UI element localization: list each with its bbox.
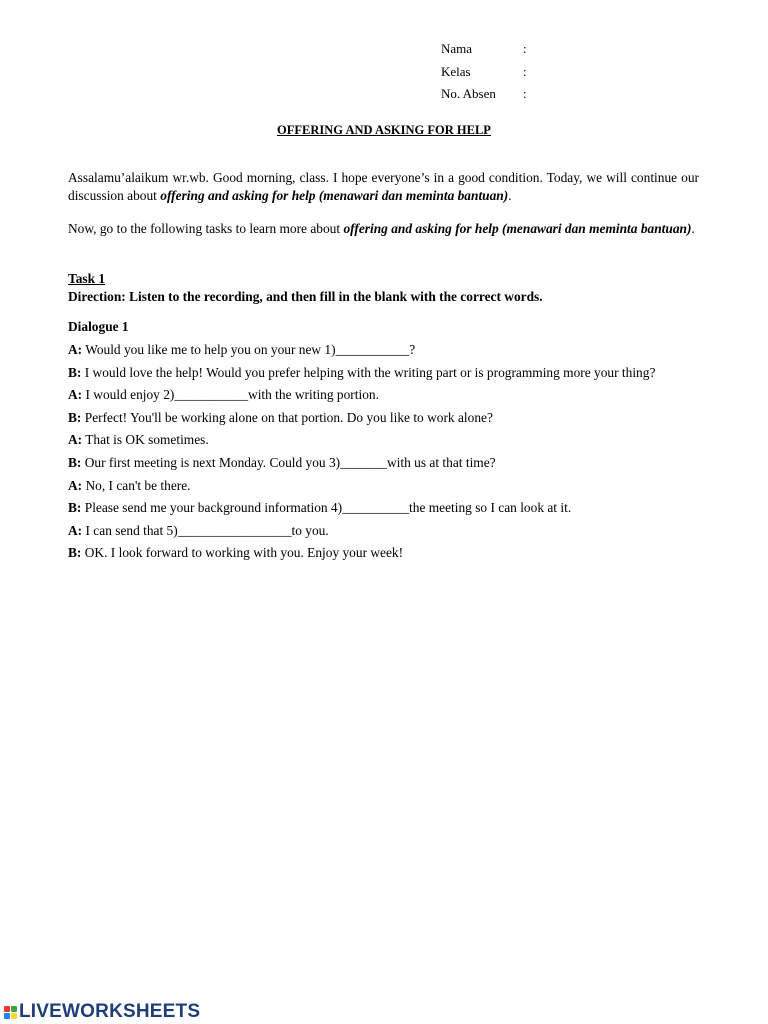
dialogue-line (68, 452, 699, 475)
intro-p2-emphasis: offering and asking for help (menawari dan meminta bantuan) (343, 221, 692, 236)
identity-row-class (441, 61, 527, 84)
identity-row-number (441, 83, 527, 106)
line-text: I would enjoy 2)___________with the writing portion. (85, 387, 379, 403)
speaker-label: A: (68, 432, 83, 448)
line-text: Please send me your background information 4)__________the meeting so I can look at it. (84, 500, 572, 516)
intro-paragraph-2 (68, 220, 699, 238)
dialogue-line (68, 542, 699, 565)
speaker-label: B: (68, 545, 82, 561)
liveworksheets-logo-icon (4, 1006, 17, 1019)
name-label: Nama (441, 41, 473, 56)
line-text: I would love the help! Would you prefer helping with the writing part or is programming more your thing? (84, 364, 656, 380)
dialogue-line (68, 429, 699, 452)
speaker-label: B: (68, 364, 82, 380)
worksheet-title: OFFERING AND ASKING FOR HELP (277, 123, 491, 137)
intro-p1-emphasis: offering and asking for help (menawari dan meminta bantuan) (160, 188, 509, 203)
line-text: OK. I look forward to working with you. Enjoy your week! (84, 545, 404, 561)
dialogue-line (68, 520, 699, 543)
dialogue-line (68, 497, 699, 520)
line-text: I can send that 5)_________________to you. (85, 522, 329, 538)
speaker-label: A: (68, 342, 83, 357)
intro-p1-end: . (508, 188, 512, 203)
logo-square-icon (11, 1013, 17, 1019)
liveworksheets-footer[interactable] (4, 1001, 200, 1023)
line-text: No, I can't be there. (85, 477, 191, 493)
line-text: Would you like me to help you on your new 1)___________? (85, 342, 416, 357)
intro-p2-end: . (691, 221, 695, 236)
speaker-label: B: (68, 500, 82, 516)
dialogue-line (68, 384, 699, 407)
class-label: Kelas (441, 63, 471, 79)
speaker-label: A: (68, 477, 83, 493)
dialogue-line (68, 407, 699, 430)
intro-p2-text: Now, go to the following tasks to learn more about (68, 221, 344, 236)
intro-paragraph-1 (68, 169, 699, 205)
dialogue-lines (68, 339, 699, 565)
dialogue-line (68, 362, 699, 385)
task-direction: Direction: Listen to the recording, and then fill in the blank with the correct words. (68, 289, 543, 304)
class-separator: : (523, 63, 527, 79)
dialogue-line (68, 339, 699, 362)
number-label: No. Absen (441, 86, 496, 101)
speaker-label: A: (68, 387, 83, 403)
speaker-label: B: (68, 454, 82, 470)
liveworksheets-brand: LIVEWORKSHEETS (19, 1001, 201, 1022)
dialogue-line (68, 475, 699, 498)
intro-p1-text: Assalamu’alaikum wr.wb. Good morning, class. I hope everyone’s in a good condition. Today, we will continue our discussion about (68, 170, 699, 203)
line-text: That is OK sometimes. (85, 432, 209, 448)
speaker-label: A: (68, 522, 83, 538)
student-identity-block (441, 38, 527, 106)
dialogue-title: Dialogue 1 (68, 319, 129, 334)
identity-row-name (441, 38, 527, 61)
logo-square-icon (4, 1006, 10, 1012)
line-text: Perfect! You'll be working alone on that portion. Do you like to work alone? (84, 409, 493, 425)
number-separator: : (523, 86, 527, 101)
line-text: Our first meeting is next Monday. Could you 3)_______with us at that time? (84, 454, 496, 470)
speaker-label: B: (68, 409, 82, 425)
task-heading (68, 270, 543, 306)
name-separator: : (523, 41, 527, 56)
task-title: Task 1 (68, 271, 106, 286)
logo-square-icon (4, 1013, 10, 1019)
logo-square-icon (11, 1006, 17, 1012)
